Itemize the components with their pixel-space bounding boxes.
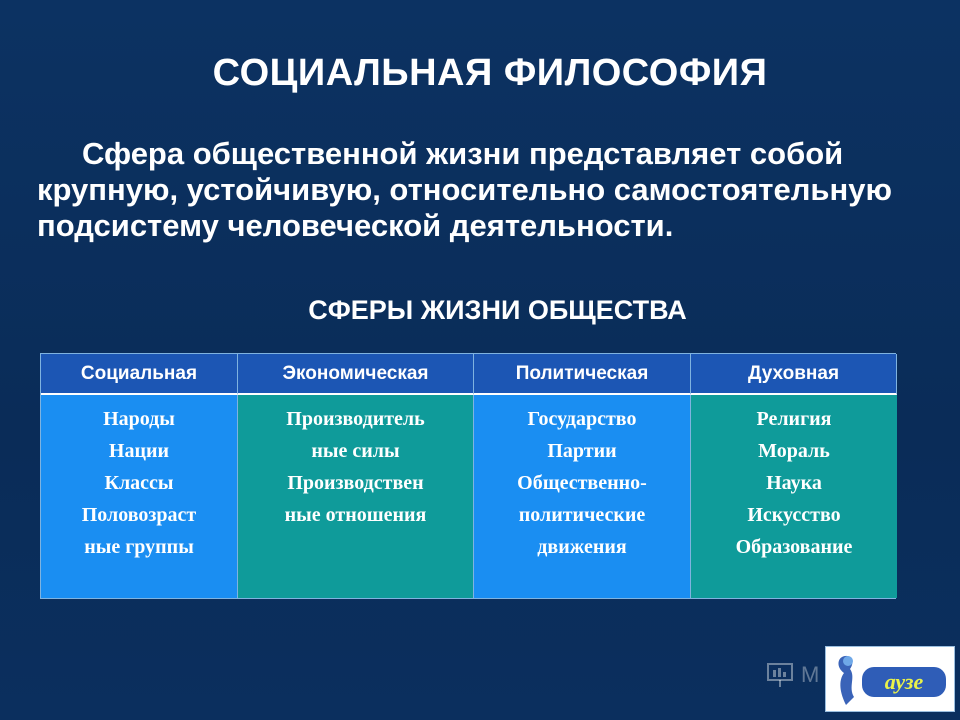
cell-line: Производитель	[286, 408, 425, 430]
cell-line: Половозраст	[81, 504, 197, 526]
cell-economic	[238, 395, 474, 598]
cell-political	[474, 395, 691, 598]
header-spiritual: Духовная	[691, 354, 897, 395]
cell-line: ные группы	[84, 536, 194, 558]
header-economic: Экономическая	[238, 354, 474, 395]
cell-line: Искусство	[747, 504, 841, 526]
cell-line: Государство	[527, 408, 637, 430]
cell-line: Мораль	[758, 440, 830, 462]
cell-spiritual	[691, 395, 897, 598]
cell-line: Общественно-	[517, 472, 647, 494]
logo	[825, 646, 955, 712]
cell-line: Классы	[104, 472, 174, 494]
cell-line: Наука	[766, 472, 822, 494]
header-social: Социальная	[41, 354, 238, 395]
table-heading: СФЕРЫ ЖИЗНИ ОБЩЕСТВА	[308, 295, 687, 325]
cell-line: Образование	[735, 536, 853, 558]
spheres-table	[40, 353, 896, 599]
cell-line: Производствен	[287, 472, 424, 494]
cell-line: Религия	[756, 408, 832, 430]
logo-graphic	[826, 647, 954, 711]
watermark-text: M	[801, 662, 820, 687]
header-political: Политическая	[474, 354, 691, 395]
cell-line: ные силы	[311, 440, 400, 462]
logo-text: аузе	[884, 669, 924, 694]
presentation-icon	[765, 660, 795, 690]
cell-line: политические	[518, 504, 646, 526]
definition-paragraph: Сфера общественной жизни представляет собой крупную, устойчивую, относительно самостоятельную подсистему человеческой деятельности.	[37, 136, 892, 243]
cell-line: Нации	[108, 440, 170, 462]
cell-line: ные отношения	[284, 504, 427, 526]
cell-social	[41, 395, 238, 598]
cell-line: Народы	[103, 408, 175, 430]
cell-line: движения	[537, 536, 627, 558]
slide-title: СОЦИАЛЬНАЯ ФИЛОСОФИЯ	[212, 52, 768, 94]
cell-line: Партии	[547, 440, 617, 462]
